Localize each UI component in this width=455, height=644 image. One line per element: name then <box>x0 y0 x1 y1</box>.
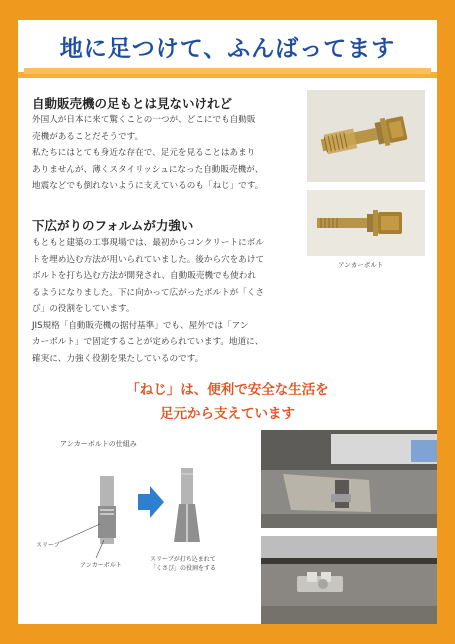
section2-line: もともと建築の工事現場では、最初からコンクリートにボル <box>32 238 264 248</box>
diagram-title: アンカーボルトの仕組み <box>60 440 137 448</box>
section1-line: 地震などでも倒れないように支えているのも「ねじ」です。 <box>32 181 264 191</box>
leader-lines <box>48 520 108 562</box>
label-anchor-bolt: アンカーボルト <box>80 562 122 569</box>
section2-heading: 下広がりのフォルムが力強い <box>32 218 194 233</box>
anchor-bolt-photo-1 <box>307 90 425 182</box>
section2-body <box>32 235 318 367</box>
page-title: 地に足つけて、ふんばってます <box>59 36 396 62</box>
section2-line: カーボルト」で固定することが定められています。地道に、 <box>32 337 264 347</box>
section1-line: 外国人が日本に来て驚くことの一つが、どこにでも自動販 <box>32 115 256 125</box>
photo-caption: アンカーボルト <box>338 261 384 269</box>
anchor-bolt-photo-2 <box>307 190 425 256</box>
section1-heading: 自動販売機の足もとは見ないけれど <box>32 96 233 111</box>
vending-machine-image <box>261 536 437 624</box>
anchor-bolt-image <box>307 190 425 256</box>
section2-line: び」の役割をしています。 <box>32 304 135 314</box>
section2-line: 確実に、力強く役割を果たしているのです。 <box>32 353 204 364</box>
title-underline <box>24 68 431 74</box>
label-wedge-2: 「くさび」の役割をする <box>150 565 217 572</box>
label-sleeve: スリーブ <box>36 542 60 549</box>
anchor-bolt-image <box>307 90 425 182</box>
section2-line: ボルトを打ち込む方法が開発され、自動販売機でも使われ <box>32 271 256 281</box>
section2-line: るようになりました。下に向かって広がったボルトが「くさ <box>32 287 265 298</box>
arrow-right-icon <box>138 486 164 518</box>
vending-machine-image <box>261 430 437 528</box>
vending-machine-foot-photo-2 <box>261 536 437 624</box>
section2-line: JIS規格「自動販売機の据付基準」でも、屋外では「アン <box>32 320 249 331</box>
page-sheet <box>18 20 437 624</box>
section1-line: 私たちにはとても身近な存在で、足元を見ることはあまり <box>32 148 256 158</box>
section2-line: トを埋め込む方法が用いられていました。後から穴をあけて <box>32 254 265 265</box>
slogan-line-2: 足元から支えています <box>160 406 295 422</box>
section1-body <box>32 112 302 195</box>
section1-line: 売機があることだそうです。 <box>32 131 144 142</box>
vending-machine-foot-photo-1 <box>261 430 437 528</box>
label-wedge-1: スリーブが打ち込まれて <box>150 556 216 563</box>
slogan-line-1: 「ねじ」は、便利で安全な生活を <box>126 382 329 398</box>
section1-line: ありませんが、薄くスタイリッシュになった自動販売機が、 <box>32 164 264 175</box>
